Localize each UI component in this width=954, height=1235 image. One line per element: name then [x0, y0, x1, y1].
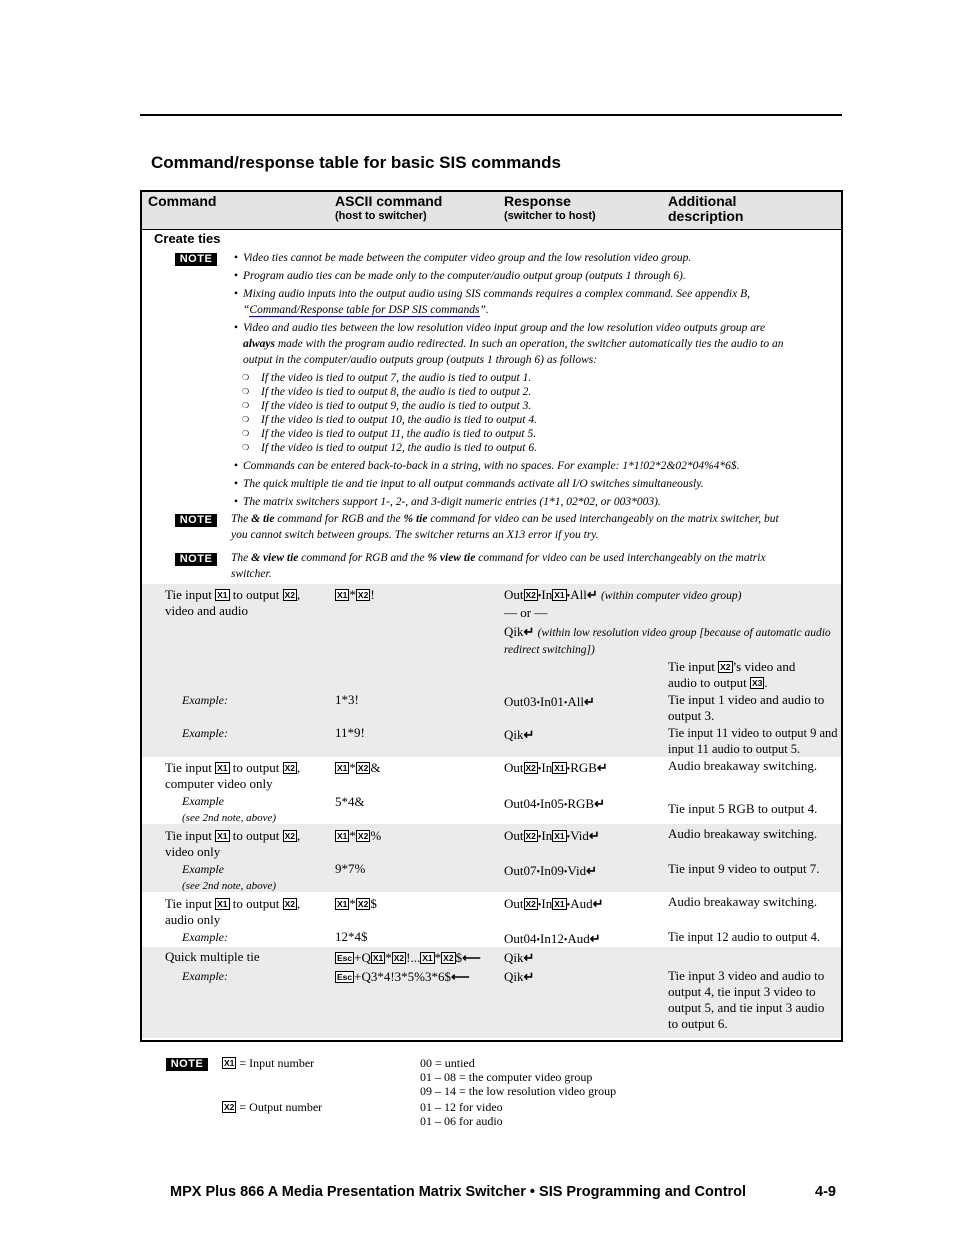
legend-x1-values [420, 1056, 616, 1098]
bullet-back-to-back: • Commands can be entered back-to-back in a string, with no spaces. For example: 1*1!02*2&02*04%4*6$. [243, 458, 740, 474]
resp-text: Out [504, 896, 524, 911]
sub-item: ❍ If the video is tied to output 11, the audio is tied to output 5. [261, 427, 536, 441]
cmd-text: audio only [165, 912, 221, 927]
cmd-tie-video [165, 828, 335, 860]
command-table [140, 190, 843, 1042]
resp-text: Aud [570, 896, 593, 911]
ascii-text: +Q3*4!3*5%3*6$ [354, 969, 452, 984]
x1-key-icon: X1 [554, 763, 565, 773]
desc-tie-video-audio [668, 659, 838, 691]
sub-item: ❍ If the video is tied to output 9, the audio is tied to output 3. [261, 399, 531, 413]
page-number: 4-9 [815, 1184, 836, 1200]
note2-c: command for RGB and the [274, 513, 404, 525]
cmd-tie-video-audio [165, 587, 335, 619]
example-ascii: 12*4$ [335, 929, 368, 944]
legend-value: 01 – 12 for video [420, 1100, 503, 1114]
header-response [504, 194, 596, 223]
cmd-tie-audio [165, 896, 335, 928]
enter-arrow-icon: ↵ [586, 587, 598, 602]
x2-key-icon: X2 [525, 590, 536, 600]
note-badge: NOTE [175, 253, 217, 266]
ascii-tie-video [335, 828, 381, 844]
section-title: Command/response table for basic SIS commands [151, 153, 562, 172]
header-response-sub: (switcher to host) [504, 210, 596, 222]
legend-value: 01 – 08 = the computer video group [420, 1070, 593, 1084]
x1-key-icon: X1 [217, 831, 228, 841]
ascii-tie-video-audio [335, 587, 375, 603]
bullet-dot-icon: • [563, 800, 568, 811]
x2-key-icon: X2 [224, 1102, 235, 1112]
resp-text: Qik [504, 969, 524, 984]
resp-text: Out07 [504, 863, 537, 878]
legend-x2 [222, 1100, 322, 1114]
bullet-low-res-b: made with the program audio redirected. In such an operation, the switcher automatically ties the audio to an [274, 338, 784, 350]
note3-c: command for RGB and the [298, 552, 428, 564]
resp-tie-video-audio [504, 587, 834, 605]
desc-tie-video: Audio breakaway switching. [668, 826, 818, 841]
x2-key-icon: X2 [357, 831, 369, 841]
resp-note: (within low resolution video group [because of automatic audio redirect switching]) [504, 627, 831, 656]
resp-text: In [541, 760, 553, 775]
bullet-dot-icon: • [566, 832, 571, 843]
x2-key-icon: X2 [357, 590, 369, 600]
dsp-sis-link[interactable]: Command/Response table for DSP SIS commands [249, 304, 480, 316]
bullet-mixing-quote-open: “ [243, 304, 250, 316]
example-ascii: 11*9! [335, 725, 365, 740]
header-command: Command [148, 193, 217, 209]
example-desc: Tie input 5 RGB to output 4. [668, 801, 818, 816]
note3-a: The [231, 552, 252, 564]
resp-text: Out04 [504, 931, 537, 946]
resp-text: All [567, 694, 584, 709]
header-ascii-label: ASCII command [335, 193, 443, 209]
enter-arrow-icon: ↵ [523, 624, 535, 639]
cmd-text: computer video only [165, 776, 273, 791]
note2-b: & tie [251, 513, 275, 525]
x1-key-icon: X1 [554, 590, 565, 600]
x2-key-icon: X2 [357, 899, 369, 909]
ascii-text: !... [406, 950, 421, 965]
bullet-dot-icon: • [563, 935, 568, 946]
bullet-numeric-entries: • The matrix switchers support 1-, 2-, and 3-digit numeric entries (1*1, 02*02, or 003*003). [243, 494, 661, 510]
example-response [504, 727, 534, 743]
note-view-tie-interchangeable [231, 550, 836, 582]
sub-item: ❍ If the video is tied to output 10, the audio is tied to output 4. [261, 413, 537, 427]
example-ascii [335, 969, 470, 985]
note3-b: & view tie [251, 552, 299, 564]
ascii-text: % [370, 828, 382, 843]
x2-key-icon: X2 [284, 590, 295, 600]
cmd-text: , [297, 587, 301, 602]
esc-key-icon: Esc [337, 972, 353, 982]
bullet-video-ties: • Video ties cannot be made between the computer video group and the low resolution video group. [243, 250, 691, 266]
sub-item: ❍ If the video is tied to output 12, the audio is tied to output 6. [261, 441, 537, 455]
ascii-quick-multiple [335, 950, 481, 966]
cmd-tie-rgb [165, 760, 335, 792]
ascii-text: * [385, 950, 392, 965]
bullet-dot-icon: • [537, 764, 542, 775]
x2-key-icon: X2 [393, 953, 405, 963]
esc-key-icon: Esc [337, 953, 353, 963]
x2-key-icon: X2 [525, 899, 536, 909]
bullet-dot-icon: • [536, 698, 541, 709]
bullet-dot-icon: • [563, 867, 568, 878]
resp-text: Out [504, 828, 524, 843]
cmd-text: Tie input [165, 760, 216, 775]
resp-tie-audio [504, 896, 603, 914]
note2-a: The [231, 513, 252, 525]
x2-key-icon: X2 [284, 899, 295, 909]
ascii-text: * [349, 587, 356, 602]
x1-key-icon: X1 [217, 590, 228, 600]
x1-key-icon: X1 [337, 590, 348, 600]
example-response [504, 863, 597, 881]
ascii-text: * [434, 950, 442, 965]
bullet-dot-icon: • [536, 935, 541, 946]
x1-key-icon: X1 [337, 831, 348, 841]
ascii-text: * [349, 828, 356, 843]
bullet-low-res-ties [243, 320, 838, 368]
cmd-text: to output [229, 896, 283, 911]
legend-value: 01 – 06 for audio [420, 1114, 503, 1128]
desc-text: audio to output [668, 675, 750, 690]
enter-arrow-icon: ↵ [586, 863, 598, 878]
cmd-quick-multiple: Quick multiple tie [165, 949, 260, 964]
resp-text: In09 [540, 863, 564, 878]
enter-arrow-icon: ↵ [594, 796, 606, 811]
x1-key-icon: X1 [217, 899, 228, 909]
enter-arrow-icon: ↵ [584, 694, 595, 709]
legend-x1-label: = Input number [239, 1056, 315, 1070]
example-ascii: 5*4& [335, 794, 365, 809]
x2-key-icon: X2 [284, 763, 295, 773]
ascii-text: & [370, 760, 381, 775]
example-label [182, 793, 276, 826]
example-label-sub: (see 2nd note, above) [182, 880, 277, 892]
note2-d: % tie [403, 513, 428, 525]
cmd-text: , [297, 760, 301, 775]
example-desc: Tie input 9 video to output 7. [668, 861, 820, 876]
x1-key-icon: X1 [217, 763, 228, 773]
note3-f: switcher. [231, 568, 272, 580]
resp-text: Out03 [504, 694, 537, 709]
desc-tie-rgb: Audio breakaway switching. [668, 758, 818, 773]
header-additional [668, 194, 743, 224]
resp-text: Qik [504, 624, 524, 639]
bullet-mixing-quote-close: ”. [479, 304, 489, 316]
example-desc: Tie input 11 video to output 9 and input 11 audio to output 5. [668, 726, 838, 756]
cmd-text: Tie input [165, 587, 216, 602]
resp-text: RGB [567, 796, 595, 811]
resp-qik [504, 624, 834, 658]
x1-key-icon: X1 [337, 899, 348, 909]
example-response [504, 969, 534, 985]
bullet-mixing-audio [243, 286, 833, 318]
example-response [504, 694, 595, 712]
desc-text: ’s video and [732, 659, 796, 674]
note-badge: NOTE [166, 1058, 208, 1071]
cmd-text: Tie input [165, 896, 216, 911]
resp-text: In [541, 896, 553, 911]
note-badge: NOTE [175, 553, 217, 566]
resp-text: Out04 [504, 796, 537, 811]
resp-text: Aud [567, 931, 590, 946]
create-ties-heading: Create ties [154, 231, 221, 246]
cmd-text: video and audio [165, 603, 249, 618]
x3-key-icon: X3 [751, 678, 763, 688]
x1-key-icon: X1 [372, 953, 384, 963]
note3-e: command for video can be used interchangeably on the matrix [475, 552, 766, 564]
note2-f: you cannot switch between groups. The switcher returns an X13 error if you try. [231, 529, 599, 541]
example-desc: Tie input 1 video and audio to output 3. [668, 692, 825, 723]
x2-key-icon: X2 [525, 831, 536, 841]
header-ascii [335, 194, 442, 223]
resp-text: Vid [567, 863, 587, 878]
x1-key-icon: X1 [337, 763, 348, 773]
ascii-tie-audio [335, 896, 377, 912]
enter-arrow-icon: ↵ [589, 931, 601, 946]
bullet-dot-icon: • [537, 832, 542, 843]
note3-d: % view tie [427, 552, 476, 564]
cmd-text: to output [229, 587, 283, 602]
resp-tie-rgb [504, 760, 608, 778]
cmd-text: to output [229, 760, 283, 775]
legend-x2-values [420, 1100, 503, 1128]
desc-text: Tie input [668, 659, 719, 674]
bullet-low-res-c: output in the computer/audio outputs group (outputs 1 through 6) as follows: [243, 354, 598, 366]
footer-title: MPX Plus 866 A Media Presentation Matrix Switcher • SIS Programming and Control [170, 1184, 747, 1200]
return-arrow-icon: ⟵ [451, 969, 470, 984]
ascii-text: +Q [354, 950, 371, 965]
resp-text: RGB [570, 760, 597, 775]
bullet-mixing-text: Mixing audio inputs into the output audio using SIS commands requires a complex command. See appendix B, [243, 288, 750, 300]
top-rule [140, 114, 842, 116]
ascii-text: $ [455, 950, 463, 965]
bullet-dot-icon: • [537, 591, 542, 602]
x1-key-icon: X1 [422, 953, 433, 963]
ascii-text: $ [370, 896, 377, 911]
bullet-program-audio: • Program audio ties can be made only to the computer/audio output group (outputs 1 through 6). [243, 268, 686, 284]
resp-text: In01 [540, 694, 564, 709]
example-desc: Tie input 3 video and audio to output 4, tie input 3 video to output 5, and tie input 3 audio to output 6. [668, 968, 825, 1031]
resp-text: Vid [570, 828, 589, 843]
example-label: Example: [182, 693, 228, 707]
resp-text: Qik [504, 950, 524, 965]
resp-quick-multiple [504, 950, 534, 966]
ascii-text: ! [370, 587, 375, 602]
ascii-text: * [349, 760, 356, 775]
table-header [142, 192, 841, 230]
desc-text: . [764, 675, 768, 690]
cmd-text: , [297, 896, 301, 911]
example-response [504, 796, 605, 814]
x1-key-icon: X1 [554, 899, 565, 909]
x2-key-icon: X2 [284, 831, 295, 841]
bullet-dot-icon: • [536, 867, 541, 878]
example-label-text: Example [182, 794, 224, 808]
return-arrow-icon: ⟵ [462, 950, 481, 965]
legend-x2-label: = Output number [239, 1100, 323, 1114]
example-label-sub: (see 2nd note, above) [182, 812, 277, 824]
resp-text: Qik [504, 727, 524, 742]
bullet-dot-icon: • [563, 698, 568, 709]
header-ascii-sub: (host to switcher) [335, 210, 427, 222]
resp-text: In05 [540, 796, 564, 811]
bullet-dot-icon: • [566, 900, 571, 911]
header-additional-line1: Additional [668, 193, 737, 209]
example-ascii: 1*3! [335, 692, 359, 707]
enter-arrow-icon: ↵ [523, 727, 535, 742]
x2-key-icon: X2 [525, 763, 536, 773]
x2-key-icon: X2 [357, 763, 369, 773]
x1-key-icon: X1 [554, 831, 565, 841]
enter-arrow-icon: ↵ [523, 950, 535, 965]
cmd-text: Tie input [165, 828, 216, 843]
bullet-dot-icon: • [536, 800, 541, 811]
example-desc: Tie input 12 audio to output 4. [668, 930, 820, 944]
example-label-text: Example [182, 862, 224, 876]
sub-item: ❍ If the video is tied to output 7, the audio is tied to output 1. [261, 371, 531, 385]
x2-key-icon: X2 [720, 662, 731, 672]
resp-note: (within computer video group) [600, 590, 742, 602]
bullet-low-res-bold: always [243, 338, 275, 350]
cmd-text: to output [229, 828, 283, 843]
enter-arrow-icon: ↵ [523, 969, 535, 984]
enter-arrow-icon: ↵ [596, 760, 608, 775]
resp-text: In [541, 828, 553, 843]
note2-e: command for video can be used interchangeably on the matrix switcher, but [427, 513, 779, 525]
ascii-text: * [349, 896, 356, 911]
header-additional-line2: description [668, 208, 744, 224]
resp-or: — or — [504, 605, 548, 620]
example-label: Example: [182, 726, 228, 740]
bullet-dot-icon: • [566, 591, 571, 602]
enter-arrow-icon: ↵ [588, 828, 600, 843]
desc-tie-audio: Audio breakaway switching. [668, 894, 818, 909]
resp-text: In [541, 587, 553, 602]
enter-arrow-icon: ↵ [592, 896, 604, 911]
resp-text: Out [504, 587, 524, 602]
resp-text: In12 [540, 931, 564, 946]
x1-key-icon: X1 [224, 1058, 235, 1068]
bullet-low-res-a: Video and audio ties between the low resolution video input group and the low resolution video outputs group are [243, 322, 766, 334]
note-tie-interchangeable [231, 511, 836, 543]
example-label [182, 861, 276, 894]
resp-text: Out [504, 760, 524, 775]
note-badge: NOTE [175, 514, 217, 527]
resp-text: All [570, 587, 587, 602]
legend-value: 00 = untied [420, 1056, 475, 1070]
legend-value: 09 – 14 = the low resolution video group [420, 1084, 617, 1098]
bullet-dot-icon: • [537, 900, 542, 911]
header-response-label: Response [504, 193, 571, 209]
example-ascii: 9*7% [335, 861, 366, 876]
sub-item: ❍ If the video is tied to output 8, the audio is tied to output 2. [261, 385, 531, 399]
bullet-dot-icon: • [566, 764, 571, 775]
bullet-quick-multiple: • The quick multiple tie and tie input to all output commands activate all I/O switches simultaneously. [243, 476, 704, 492]
cmd-text: , [297, 828, 301, 843]
ascii-tie-rgb [335, 760, 380, 776]
example-label: Example: [182, 930, 228, 944]
x2-key-icon: X2 [443, 953, 454, 963]
legend-x1 [222, 1056, 314, 1070]
example-label: Example: [182, 969, 228, 983]
cmd-text: video only [165, 844, 221, 859]
resp-tie-video [504, 828, 600, 846]
